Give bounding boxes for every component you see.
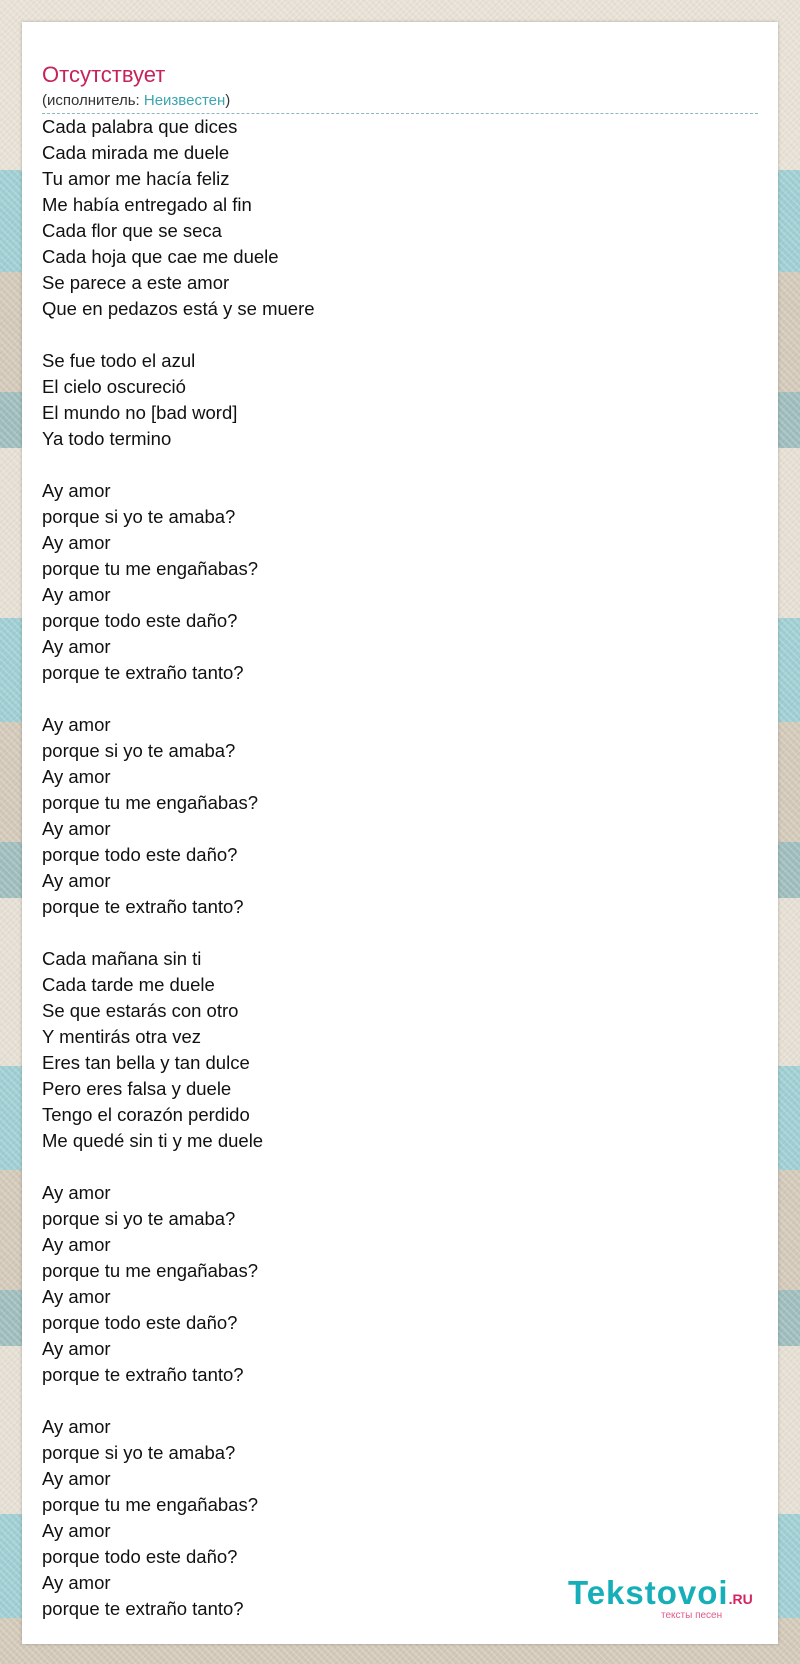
lyric-line: Cada mirada me duele — [42, 142, 230, 163]
lyric-line: Ay amor — [42, 1234, 111, 1255]
lyric-line: Se parece a este amor — [42, 272, 230, 293]
lyrics-card — [22, 22, 778, 1644]
lyric-line: Se que estarás con otro — [42, 1000, 239, 1021]
lyric-line: Que en pedazos está y se muere — [42, 298, 315, 319]
lyric-line: porque todo este daño? — [42, 1546, 238, 1567]
lyric-line: porque todo este daño? — [42, 1312, 238, 1333]
lyric-line: Y mentirás otra vez — [42, 1026, 202, 1047]
lyric-line: Tengo el corazón perdido — [42, 1104, 250, 1125]
lyric-line: Ay amor — [42, 1286, 111, 1307]
lyric-line: Ay amor — [42, 818, 111, 839]
lyric-line: porque te extraño tanto? — [42, 896, 244, 917]
stanza-break — [42, 452, 742, 478]
lyric-line: Ay amor — [42, 1572, 111, 1593]
lyric-line: porque tu me engañabas? — [42, 1260, 259, 1281]
song-header — [42, 42, 758, 114]
lyric-line: El mundo no [bad word] — [42, 402, 238, 423]
lyric-line: porque tu me engañabas? — [42, 792, 259, 813]
lyric-line: Me quedé sin ti y me duele — [42, 1130, 264, 1151]
lyric-line: Cada tarde me duele — [42, 974, 215, 995]
stanza-break — [42, 1154, 742, 1180]
lyric-line: Ay amor — [42, 1416, 111, 1437]
logo-brand: Tekstovoi — [568, 1574, 729, 1611]
artist-suffix: ) — [225, 92, 231, 109]
song-title: Отсутствует — [42, 62, 166, 87]
lyric-line: Eres tan bella y tan dulce — [42, 1052, 250, 1073]
lyric-line: porque tu me engañabas? — [42, 558, 259, 579]
lyric-line: Tu amor me hacía feliz — [42, 168, 230, 189]
logo-domain-suffix: .RU — [728, 1591, 753, 1607]
lyric-line: Cada hoja que cae me duele — [42, 246, 279, 267]
lyric-line: Ay amor — [42, 1182, 111, 1203]
stanza-break — [42, 322, 742, 348]
lyric-line: porque tu me engañabas? — [42, 1494, 259, 1515]
lyric-line: Ay amor — [42, 636, 111, 657]
lyric-line: Pero eres falsa y duele — [42, 1078, 232, 1099]
artist-link[interactable]: Неизвестен — [143, 92, 226, 109]
lyric-line: Ya todo termino — [42, 428, 172, 449]
lyric-line: Ay amor — [42, 1520, 111, 1541]
lyric-line: Cada mañana sin ti — [42, 948, 202, 969]
stanza-break — [42, 1388, 742, 1414]
lyric-line: Cada flor que se seca — [42, 220, 222, 241]
lyric-line: porque si yo te amaba? — [42, 740, 236, 761]
stanza-break — [42, 686, 742, 712]
lyric-line: porque te extraño tanto? — [42, 662, 244, 683]
lyric-line: porque si yo te amaba? — [42, 506, 236, 527]
lyric-line: porque te extraño tanto? — [42, 1598, 244, 1619]
lyric-line: Me había entregado al fin — [42, 194, 252, 215]
lyric-line: Ay amor — [42, 584, 111, 605]
lyric-line: Ay amor — [42, 714, 111, 735]
lyric-line: porque todo este daño? — [42, 844, 238, 865]
stanza-break — [42, 920, 742, 946]
lyric-line: Cada palabra que dices — [42, 116, 238, 137]
lyric-line: Ay amor — [42, 1338, 111, 1359]
lyric-line: Ay amor — [42, 766, 111, 787]
lyric-line: Ay amor — [42, 870, 111, 891]
lyric-line: Ay amor — [42, 480, 111, 501]
lyric-line: porque si yo te amaba? — [42, 1442, 236, 1463]
lyrics-text — [42, 114, 742, 1622]
lyric-line: porque si yo te amaba? — [42, 1208, 236, 1229]
lyric-line: porque te extraño tanto? — [42, 1364, 244, 1385]
lyric-line: El cielo oscureció — [42, 376, 186, 397]
lyric-line: Ay amor — [42, 1468, 111, 1489]
artist-prefix: (исполнитель: — [42, 92, 144, 109]
artist-line — [42, 92, 230, 110]
site-logo[interactable] — [546, 1574, 776, 1640]
lyric-line: Se fue todo el azul — [42, 350, 196, 371]
logo-tagline: тексты песен — [661, 1610, 723, 1621]
lyric-line: Ay amor — [42, 532, 111, 553]
lyric-line: porque todo este daño? — [42, 610, 238, 631]
